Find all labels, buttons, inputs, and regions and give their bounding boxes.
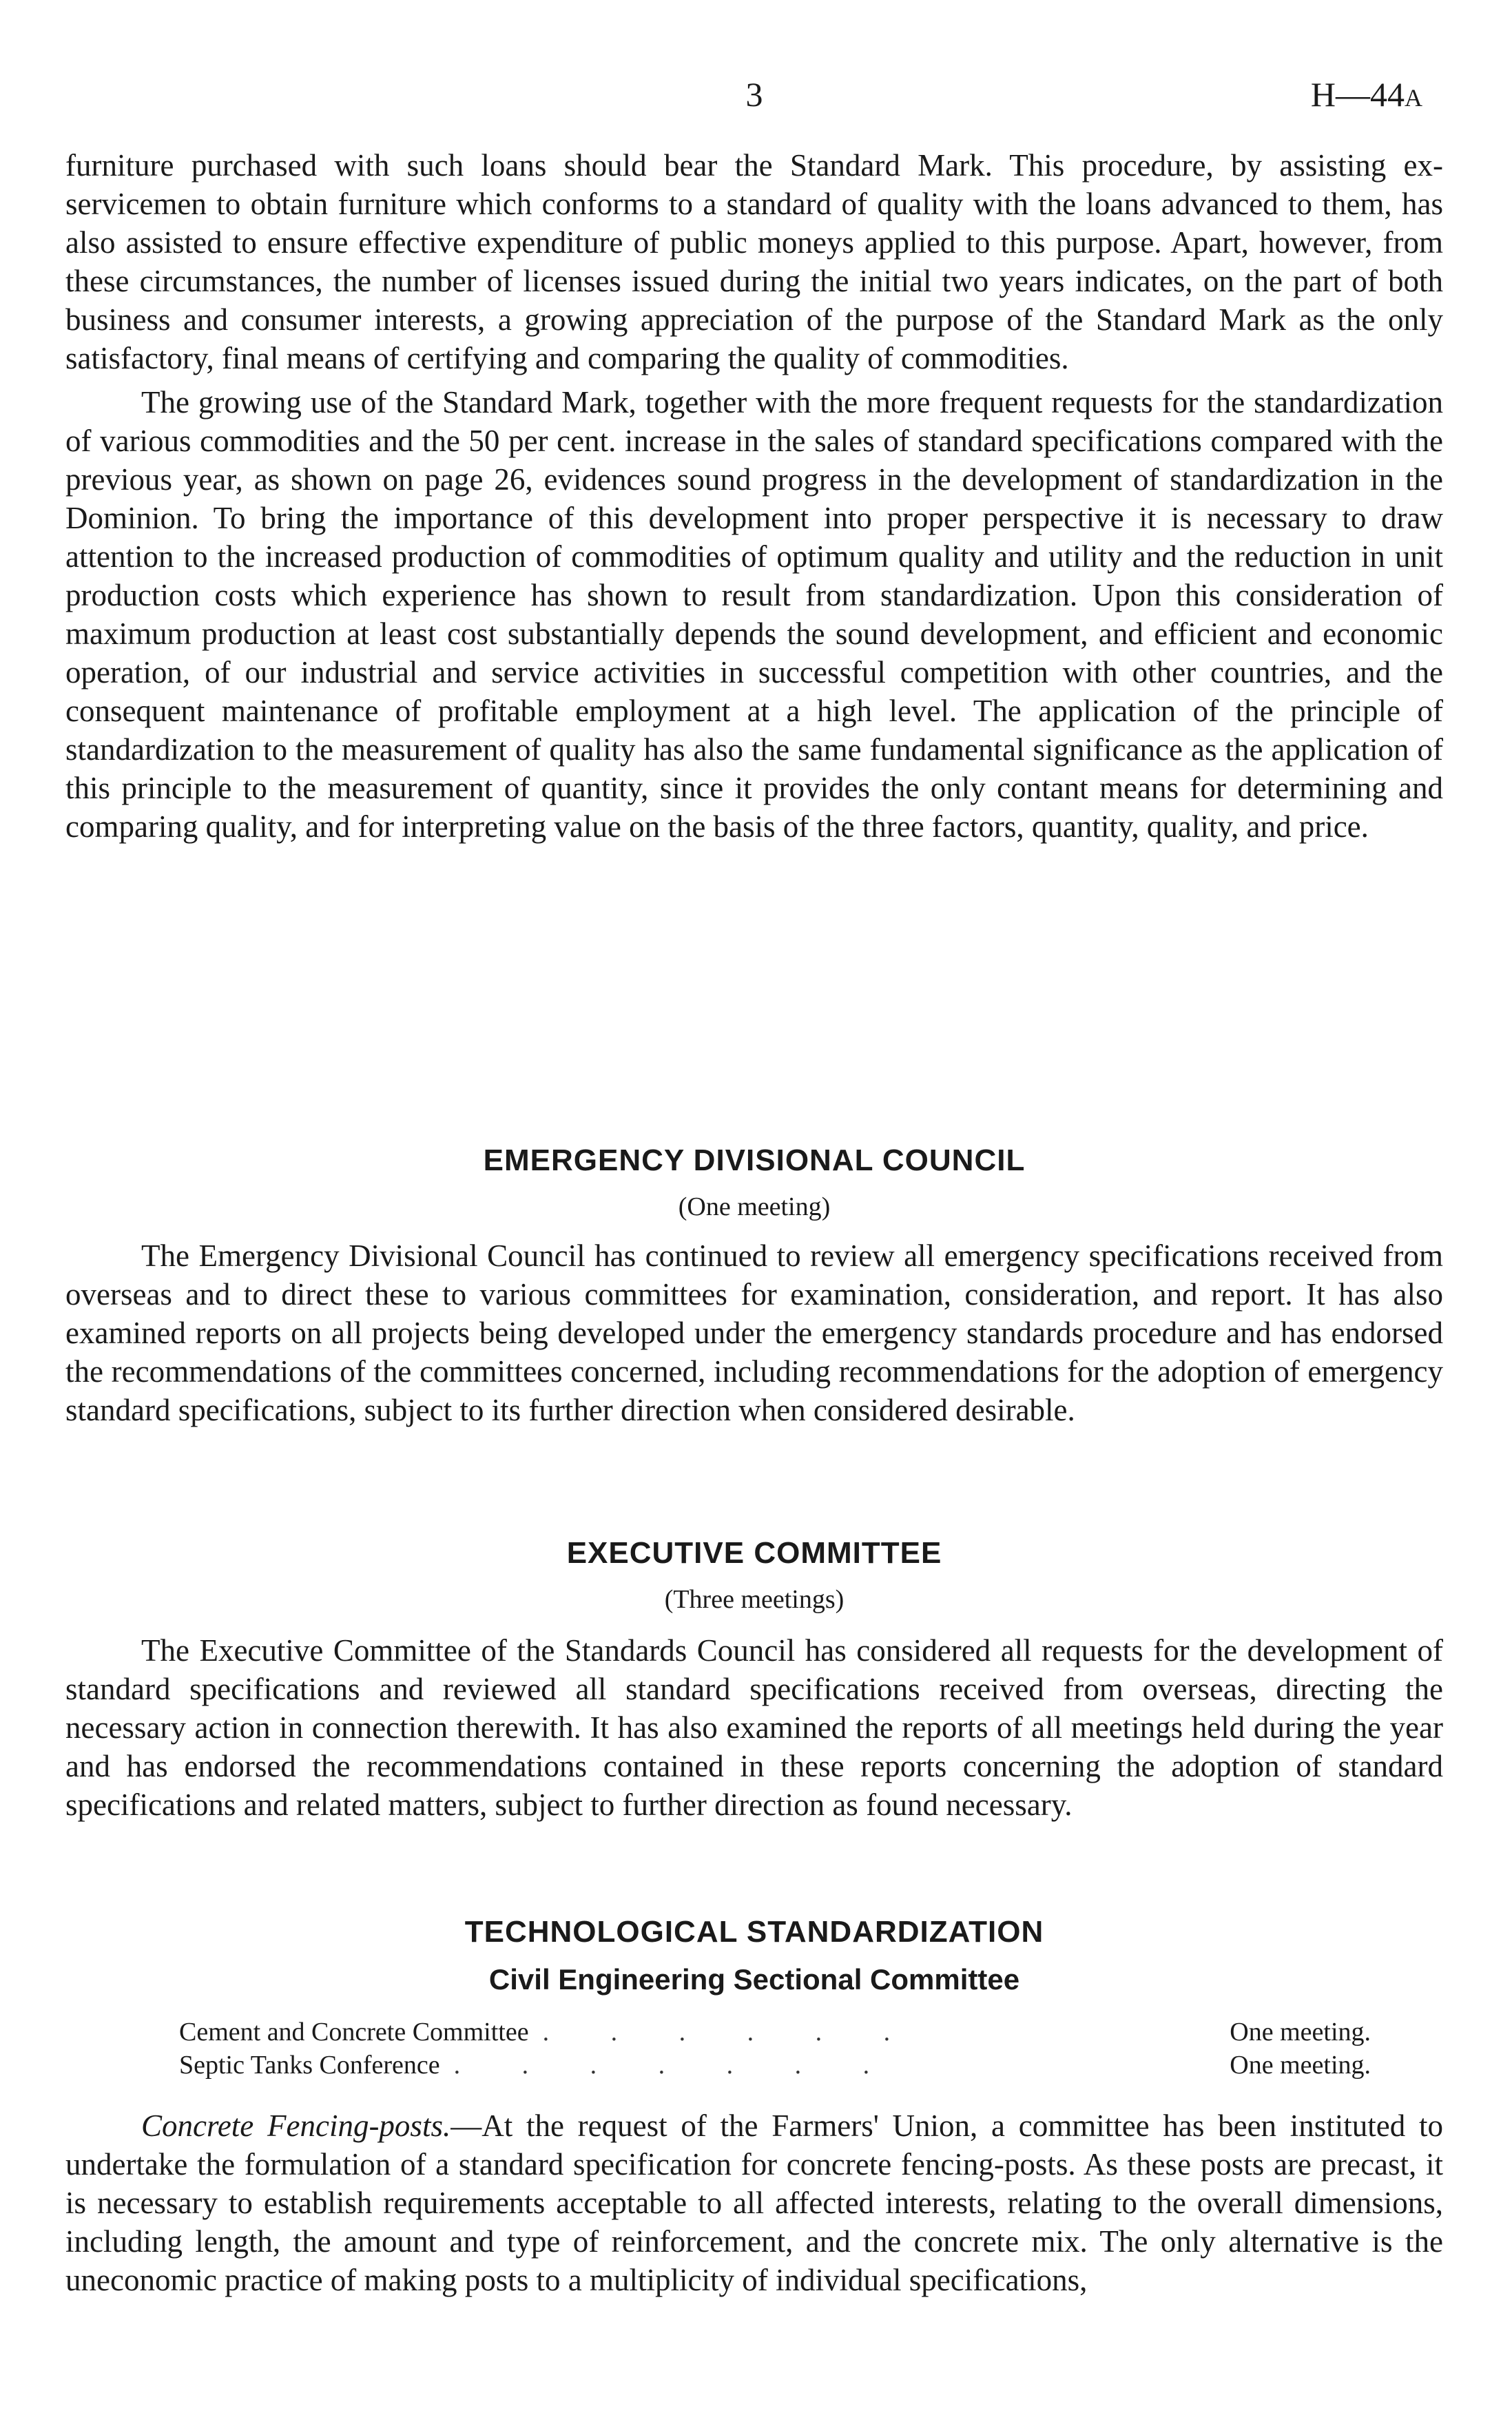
page-header: [65, 74, 1443, 116]
emergency-section: [65, 1236, 1443, 1429]
meeting-row: [179, 2017, 1371, 2050]
intro-section: [65, 146, 1443, 846]
executive-section: [65, 1631, 1443, 1824]
heading-emergency-divisional-council: EMERGENCY DIVISIONAL COUNCIL: [483, 1143, 1026, 1177]
subheading-executive-meetings: (Three meetings): [664, 1585, 845, 1614]
paragraph-standardization-progress: The growing use of the Standard Mark, together with the more frequent requests for the standardization of various commodities and the 50 per cent. increase in the sales of standard specifications compared with the previous year, as shown on page 26, evidences sound progress in the development of standardization in the Dominion. To bring the importance of this development into proper perspective it is necessary to draw attention to the increased production of commodities of optimum quality and utility and the reduction in unit production costs which experience has shown to result from standardization. Upon this consideration of maximum production at least cost substantially depends the sound development, and efficient and economic operation, of our industrial and service activities in successful competition with other countries, and the consequent maintenance of profitable employment at a high level. The application of the principle of standardization to the measurement of quality has also the same fundamental significance as the application of this principle to the measurement of quantity, since it provides the only contant means for determining and comparing quality, and for interpreting value on the basis of the three factors, quantity, quality, and price.: [65, 385, 1443, 844]
meeting-count: One meeting.: [1230, 2018, 1371, 2047]
heading-civil-engineering-committee: Civil Engineering Sectional Committee: [488, 1963, 1020, 1996]
heading-executive-committee: EXECUTIVE COMMITTEE: [566, 1536, 942, 1570]
meeting-committee-name: Septic Tanks Conference: [179, 2051, 440, 2080]
document-reference: [1311, 74, 1422, 114]
fencing-posts-title: Concrete Fencing-posts.: [141, 2108, 451, 2143]
document-reference-suffix: A: [1405, 84, 1422, 112]
dot-leaders: . . . . . .: [542, 2018, 918, 2047]
meeting-row: [179, 2050, 1371, 2083]
page-number: 3: [745, 75, 763, 114]
document-page: [65, 0, 1443, 2435]
document-reference-main: H—44: [1310, 75, 1405, 114]
paragraph-standard-mark: furniture purchased with such loans should bear the Standard Mark. This procedure, by assisting ex-servicemen to obtain furniture which conforms to a standard of quality with the loans advanced to them, has also assisted to ensure effective expenditure of public moneys applied to this purpose. Apart, however, from these circumstances, the number of licenses issued during the initial two years indicates, on the part of both business and consumer interests, a growing appreciation of the purpose of the Standard Mark as the only satisfactory, final means of certifying and comparing the quality of commodities.: [65, 148, 1443, 375]
fencing-posts-text: —At the request of the Farmers' Union, a committee has been instituted to undertake the formulation of a standard specification for concrete fencing-posts. As these posts are precast, it is necessary to establish requirements acceptable to all affected interests, relating to the overall dimensions, including length, the amount and type of reinforcement, and the concrete mix. The only alternative is the uneconomic practice of making posts to a multiplicity of individual specifications,: [65, 2108, 1443, 2297]
concrete-fencing-section: [65, 2106, 1443, 2299]
meeting-committee-name: Cement and Concrete Committee: [179, 2018, 529, 2047]
heading-technological-standardization: TECHNOLOGICAL STANDARDIZATION: [464, 1915, 1044, 1949]
paragraph-executive-committee: The Executive Committee of the Standards Council has considered all requests for the development of standard specifications and reviewed all standard specifications received from overseas, directing the necessary action in connection therewith. It has also examined the reports of all meetings held during the year and has endorsed the recommendations contained in these reports concerning the adoption of standard specifications and related matters, subject to further direction as found necessary.: [65, 1633, 1443, 1822]
meeting-count: One meeting.: [1230, 2051, 1371, 2080]
paragraph-emergency-council: The Emergency Divisional Council has continued to review all emergency specifications received from overseas and to direct these to various committees for examination, consideration, and report. It has also examined reports on all projects being developed under the emergency standards procedure and has endorsed the recommendations of the committees concerned, including recommendations for the adoption of emergency standard specifications, subject to its further direction when considered desirable.: [65, 1239, 1443, 1427]
meetings-list: [179, 2017, 1371, 2083]
subheading-emergency-meetings: (One meeting): [678, 1192, 831, 1221]
dot-leaders: . . . . . . .: [453, 2051, 898, 2080]
paragraph-concrete-fencing-posts: [65, 2106, 1443, 2299]
